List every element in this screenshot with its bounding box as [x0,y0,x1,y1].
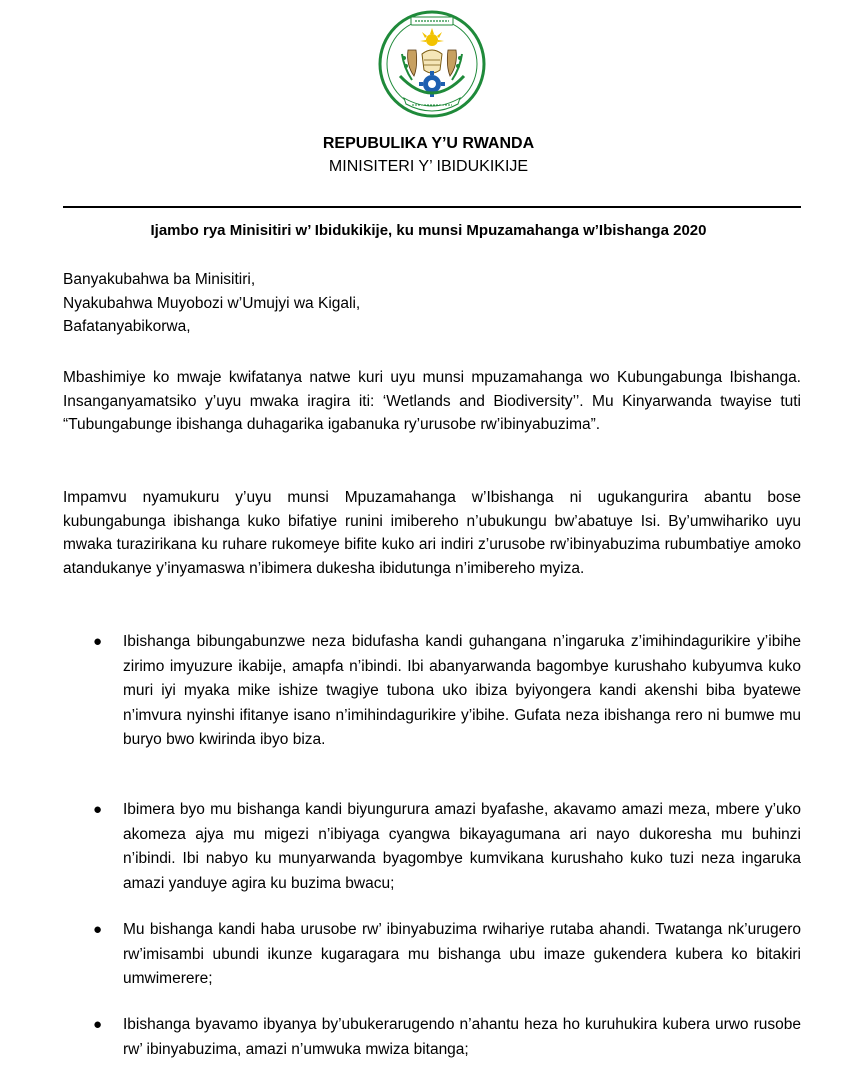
header-divider [63,206,801,208]
bullet-icon: ● [93,633,103,650]
salutation-block [63,268,360,339]
bullet-text: Ibishanga bibungabunzwe neza bidufasha kandi guhangana n’ingaruka z’imihindagurikire y’ibihe zirimo imyuzure ikabije, amapfa n’ibindi. Ibi abanyarwanda bagombye kurushaho kubyumva kuko muri iyi myaka mike ishize twagiye tubona uko ibiza byiyongera kandi akenshi biba byatewe n’imvura nyinshi ifitanye isano n’imihindagurikire y’ibihe. Gufata neza ibishanga rero ni bumwe mu buryo bwo kwirinda ibyo biza. [123,633,801,748]
salutation-line: Banyakubahwa ba Minisitiri, [63,271,256,288]
bullet-text: Ibishanga byavamo ibyanya by’ubukerarugendo n’ahantu heza ho kuruhukira kubera urwo rusobe rw’ ibinyabuzima, amazi n’umwuka mwiza bitanga; [123,1016,801,1058]
bullet-icon: ● [93,801,103,818]
ministry-heading: MINISITERI Y’ IBIDUKIKIJE [328,158,529,175]
bullet-text: Mu bishanga kandi haba urusobe rw’ ibinyabuzima rwihariye rutaba ahandi. Twatanga nk’urugero rw’imisambi ubundi ikunze kugaragara mu bishanga ubu imaze gukendera kubera ko bitakiri umwimerere; [123,921,801,987]
salutation-line: Bafatanyabikorwa, [63,318,191,335]
body-paragraph: Mbashimiye ko mwaje kwifatanya natwe kuri uyu munsi mpuzamahanga wo Kubungabunga Ibishanga. Insanganyamatsiko y’uyu mwaka iragira iti: ‘Wetlands and Biodiversity’’. Mu Kinyarwanda twayise tuti “Tubungabunge ibishanga duhagarika igabanuka ry’urusobe rw’ibinyabuzima”. [63,369,801,433]
bullet-icon: ● [93,921,103,938]
bullet-icon: ● [93,1016,103,1033]
body-paragraph: Impamvu nyamukuru y’uyu munsi Mpuzamahanga w’Ibishanga ni ugukangurira abantu bose kubungabunga ibishanga kuko bifatiye runini imibereho n’ubukungu bw’abatuye Isi. By’umwihariko uyu mwaka turazirikana ku ruhare rukomeye bifite kuko ari indiri z’urusobe rw’ibinyabuzima rubumbatiye amoko atandukanye y’inyamaswa n’ibimera dukesha ibidutunga n’imibereho myiza. [63,489,801,577]
salutation-line: Nyakubahwa Muyobozi w’Umujyi wa Kigali, [63,294,361,312]
bullet-text: Ibimera byo mu bishanga kandi biyungurura amazi byafashe, akavamo amazi meza, mbere y’uko akomeza ajya mu migezi n’ibiyaga cyangwa bikayagumana ari nayo dukoresha mu buhinzi n’ibindi. Ibi nabyo ku munyarwanda byagombye kumvikana kurushaho kuko tuzi neza ingaruka amazi yanduye agira ku buzima bwacu; [123,801,801,892]
speech-title: Ijambo rya Minisitiri w’ Ibidukikije, ku munsi Mpuzamahanga w’Ibishanga 2020 [150,222,707,239]
republic-heading: REPUBULIKA Y’U RWANDA [322,135,535,152]
rwanda-coat-of-arms-seal [378,10,486,118]
